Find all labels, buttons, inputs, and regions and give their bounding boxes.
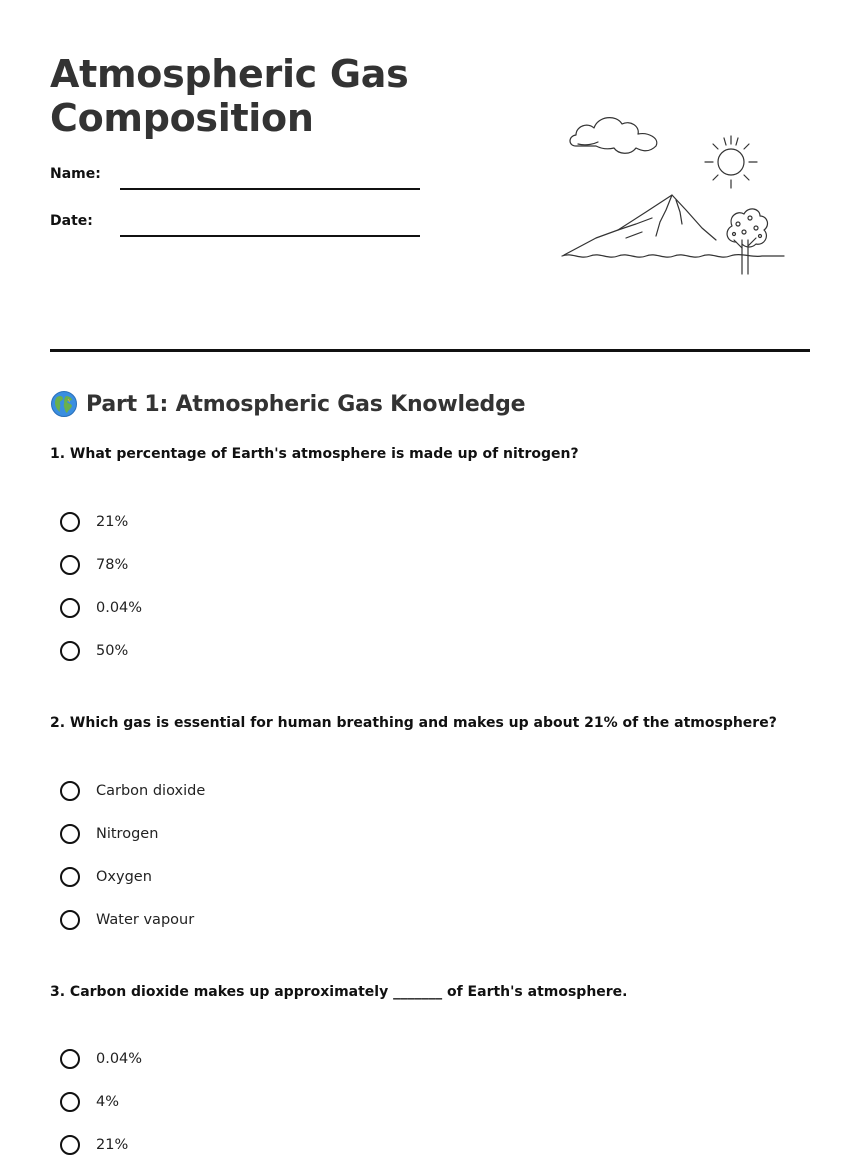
- title-line-1: Atmospheric Gas: [50, 52, 409, 96]
- radio-button[interactable]: [60, 1135, 80, 1155]
- name-input-line[interactable]: [120, 188, 420, 190]
- section-divider: [50, 349, 810, 352]
- q3-option-3[interactable]: [60, 1132, 128, 1158]
- radio-button[interactable]: [60, 824, 80, 844]
- radio-button[interactable]: [60, 1049, 80, 1069]
- landscape-illustration: [556, 100, 796, 280]
- water-icon: [562, 255, 784, 258]
- radio-button[interactable]: [60, 641, 80, 661]
- radio-button[interactable]: [60, 1092, 80, 1112]
- q1-option-3[interactable]: [60, 595, 142, 621]
- title-line-2: Composition: [50, 96, 314, 140]
- q2-option-1[interactable]: [60, 778, 205, 804]
- q1-option-4[interactable]: [60, 638, 128, 664]
- sun-icon: [705, 136, 757, 188]
- option-label: 4%: [96, 1094, 120, 1110]
- option-label: 0.04%: [96, 600, 143, 616]
- part-1-heading: [50, 388, 525, 420]
- radio-button[interactable]: [60, 781, 80, 801]
- question-2: 2. Which gas is essential for human breathing and makes up about 21% of the atmosphere?: [50, 715, 777, 731]
- option-label: Nitrogen: [96, 826, 159, 842]
- option-label: Water vapour: [96, 912, 195, 928]
- date-label: Date:: [50, 213, 93, 229]
- q3-option-2[interactable]: [60, 1089, 119, 1115]
- option-label: 78%: [96, 557, 129, 573]
- option-label: 0.04%: [96, 1051, 143, 1067]
- globe-icon: [50, 390, 78, 418]
- name-label: Name:: [50, 166, 101, 182]
- mountain-icon: [564, 195, 716, 255]
- date-field[interactable]: [50, 213, 420, 237]
- q2-option-2[interactable]: [60, 821, 158, 847]
- date-input-line[interactable]: [120, 235, 420, 237]
- radio-button[interactable]: [60, 910, 80, 930]
- cloud-icon: [570, 118, 657, 154]
- worksheet-title: [50, 52, 408, 140]
- radio-button[interactable]: [60, 512, 80, 532]
- radio-button[interactable]: [60, 555, 80, 575]
- q1-option-2[interactable]: [60, 552, 128, 578]
- part-1-title: Part 1: Atmospheric Gas Knowledge: [86, 391, 526, 417]
- radio-button[interactable]: [60, 867, 80, 887]
- q3-option-1[interactable]: [60, 1046, 142, 1072]
- question-3: 3. Carbon dioxide makes up approximately _______ of Earth's atmosphere.: [50, 984, 628, 1000]
- tree-icon: [727, 209, 767, 274]
- question-1: 1. What percentage of Earth's atmosphere is made up of nitrogen?: [50, 446, 579, 462]
- q2-option-4[interactable]: [60, 907, 194, 933]
- option-label: Carbon dioxide: [96, 783, 206, 799]
- option-label: 21%: [96, 514, 129, 530]
- name-field[interactable]: [50, 166, 420, 190]
- radio-button[interactable]: [60, 598, 80, 618]
- option-label: 50%: [96, 643, 129, 659]
- q1-option-1[interactable]: [60, 509, 128, 535]
- option-label: Oxygen: [96, 869, 152, 885]
- q2-option-3[interactable]: [60, 864, 152, 890]
- option-label: 21%: [96, 1137, 129, 1153]
